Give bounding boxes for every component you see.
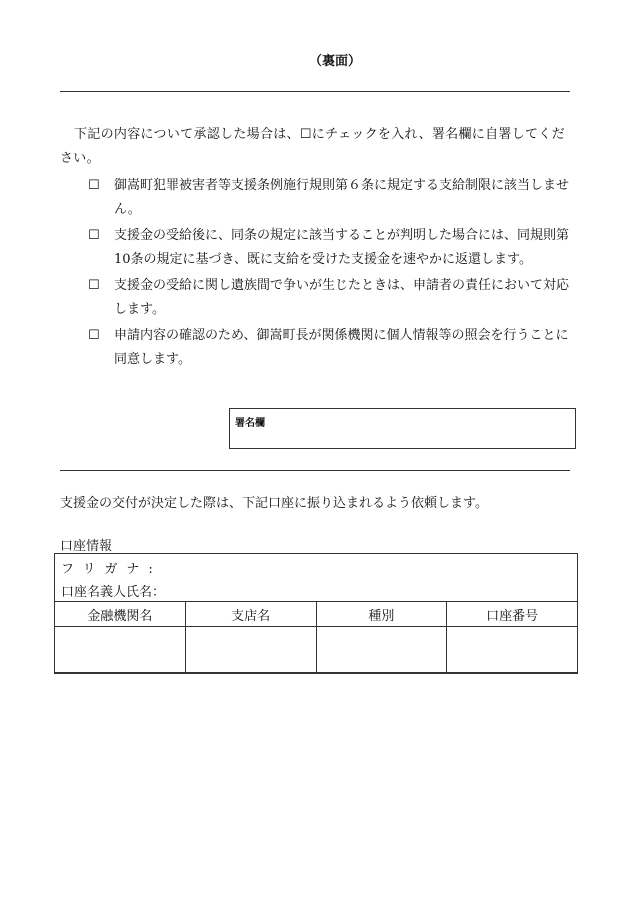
account-table — [54, 601, 578, 674]
instructions-text: 下記の内容について承認した場合は、☐にチェックを入れ、署名欄に自署してください。 — [60, 127, 565, 166]
checklist-item-4[interactable] — [88, 324, 578, 372]
checklist-item-text: 御嵩町犯罪被害者等支援条例施行規則第６条に規定する支給制限に該当しません。 — [114, 178, 570, 217]
checklist-item-1[interactable] — [88, 174, 578, 222]
top-divider — [60, 91, 570, 92]
middle-divider — [60, 470, 570, 471]
checklist-item-text: 申請内容の確認のため、御嵩町長が関係機関に個人情報等の照会を行うことに同意します。 — [114, 328, 569, 367]
bank-name-cell[interactable] — [55, 627, 186, 674]
checklist-item-text: 支援金の受給に関し遺族間で争いが生じたときは、申請者の責任において対応します。 — [114, 278, 570, 317]
table-row — [55, 627, 578, 674]
signature-label: 署名欄 — [235, 418, 265, 429]
column-header-bank: 金融機関名 — [55, 602, 186, 627]
checkbox-icon[interactable]: ☐ — [88, 328, 100, 343]
column-header-branch: 支店名 — [185, 602, 316, 627]
table-header-row — [55, 602, 578, 627]
page-title: （裏面） — [308, 54, 361, 69]
furigana-label: フリガナ — [61, 562, 149, 577]
checklist-item-text: 支援金の受給後に、同条の規定に該当することが判明した場合には、同規則第10条の規定に基づき、既に支給を受けた支援金を速やかに返還します。 — [114, 228, 570, 267]
checklist-item-2[interactable] — [88, 224, 578, 272]
branch-name-cell[interactable] — [185, 627, 316, 674]
account-type-cell[interactable] — [316, 627, 447, 674]
account-info-box — [54, 553, 578, 673]
furigana-colon: : — [148, 562, 153, 577]
checkbox-icon[interactable]: ☐ — [88, 178, 100, 193]
account-number-cell[interactable] — [447, 627, 578, 674]
column-header-type: 種別 — [316, 602, 447, 627]
signature-field[interactable] — [229, 408, 576, 449]
checklist-item-3[interactable] — [88, 274, 578, 322]
checkbox-icon[interactable]: ☐ — [88, 278, 100, 293]
account-info-heading: 口座情報 — [60, 539, 113, 554]
holder-name-label: 口座名義人氏名： — [61, 585, 166, 600]
transfer-request-text: 支援金の交付が決定した際は、下記口座に振り込まれるよう依頼します。 — [60, 496, 488, 511]
furigana-row[interactable] — [55, 558, 577, 577]
checkbox-icon[interactable]: ☐ — [88, 228, 100, 243]
holder-name-row[interactable] — [55, 581, 577, 600]
column-header-number: 口座番号 — [447, 602, 578, 627]
